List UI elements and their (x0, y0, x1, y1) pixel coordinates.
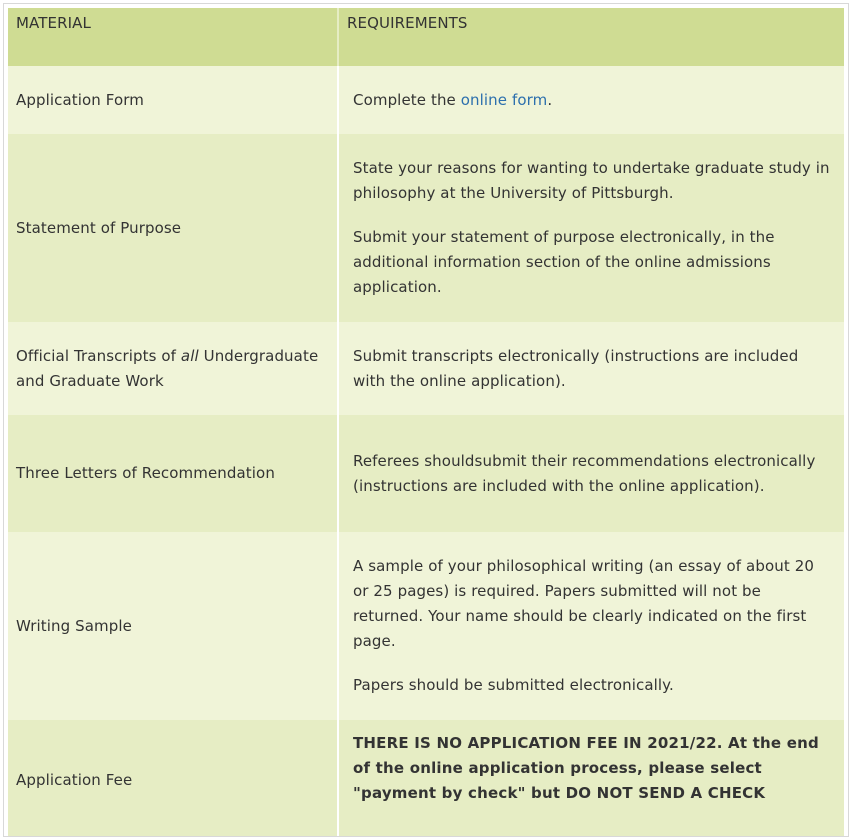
material-cell: Application Fee (8, 720, 338, 837)
material-emphasis: all (180, 346, 199, 365)
table-row (8, 415, 844, 532)
material-cell: Application Form (8, 66, 338, 134)
material-cell: Statement of Purpose (8, 134, 338, 322)
material-cell (8, 322, 338, 415)
table-row (8, 322, 844, 415)
requirement-paragraph: Submit your statement of purpose electronically, in the additional information section of the online admissions application. (353, 228, 775, 296)
material-text: Official Transcripts of (16, 346, 181, 365)
table-header-row (8, 8, 844, 66)
requirement-text: Complete the (353, 90, 461, 109)
requirements-cell: Referees shouldsubmit their recommendations electronically (instructions are included with the online application). (338, 415, 844, 532)
material-column-header: MATERIAL (8, 8, 338, 66)
requirement-paragraph: State your reasons for wanting to undertake graduate study in philosophy at the University of Pittsburgh. (353, 159, 830, 202)
table-row (8, 134, 844, 322)
material-cell: Three Letters of Recommendation (8, 415, 338, 532)
requirement-text: . (547, 90, 553, 109)
requirements-cell: Submit transcripts electronically (instructions are included with the online application). (338, 322, 844, 415)
online-form-link[interactable]: online form (460, 90, 548, 109)
requirements-column-header: REQUIREMENTS (338, 8, 844, 66)
material-cell: Writing Sample (8, 532, 338, 720)
table-row (8, 532, 844, 720)
table-row (8, 720, 844, 837)
requirements-cell (338, 134, 844, 322)
requirements-table-frame (3, 3, 849, 837)
material-text: Undergraduate and Graduate Work (16, 346, 319, 390)
table-row (8, 66, 844, 134)
requirement-paragraph: A sample of your philosophical writing (an essay of about 20 or 25 pages) is required. Papers submitted will not be returned. Your name should be clearly indicated on the first page. (353, 557, 814, 650)
requirements-table (8, 8, 844, 837)
requirements-cell (338, 532, 844, 720)
requirements-cell (338, 66, 844, 134)
requirement-paragraph: Papers should be submitted electronically. (353, 676, 674, 694)
requirements-cell: THERE IS NO APPLICATION FEE IN 2021/22. At the end of the online application process, please select "payment by check" but DO NOT SEND A CHECK (338, 720, 844, 837)
